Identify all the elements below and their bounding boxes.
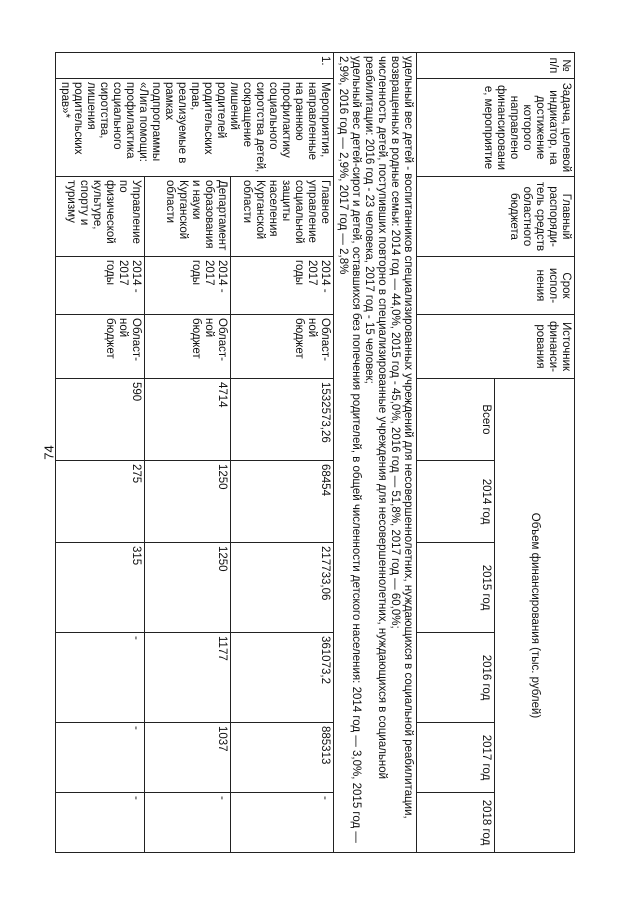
row-2014: 275	[56, 461, 145, 543]
row-term: 2014 - 2017 годы	[145, 257, 231, 315]
row-2015: 315	[56, 543, 145, 633]
row-2018: -	[145, 793, 231, 853]
header-funding: Объем финансирования (тыс. рублей)	[495, 379, 575, 853]
row-manager: Главное управление социальной защиты населения Курганской области	[230, 177, 333, 257]
row-manager: Управление по физической культуре, спорту и туризму	[56, 177, 145, 257]
header-source: Источник финанси-рования	[417, 315, 575, 379]
row-total: 4714	[145, 379, 231, 461]
row-2016: 1177	[145, 633, 231, 723]
header-task: Задача, целевой индикатор, на достижение которого направлено финансирование, мероприятие	[417, 79, 575, 177]
row-2017: -	[56, 723, 145, 793]
header-year-2015: 2015 год	[417, 543, 495, 633]
row-source: Област-ной бюджет	[145, 315, 231, 379]
header-manager: Главный распоряди-тель средств областного бюджета	[417, 177, 575, 257]
row-2015: 1250	[145, 543, 231, 633]
row-2017: 1037	[145, 723, 231, 793]
funding-table	[55, 52, 575, 853]
row-num: 1.	[56, 53, 334, 79]
indicator-text: удельный вес детей - воспитанников специализированных учреждений для несовершеннолетних, нуждающихся в социальной реабилитации, возвращенных в родные семьи: 2014 год — 44,0%, 2015 год - 45,0%, 2016 год — 51,8%, 2017 год — 60,0%;	[389, 56, 414, 819]
indicator-text: численность детей, поступивших повторно в специализированные учреждения для несовершеннолетних, нуждающихся в социальной реабилитации: 2016 год - 23 человека, 2017 год - 15 человек;	[363, 56, 388, 780]
row-2014: 1250	[145, 461, 231, 543]
row-term: 2014 - 2017 годы	[56, 257, 145, 315]
row-task: Мероприятия, направленные на раннюю профилактику социального сиротства детей, сокращение лишений родителей родительских прав, реализуемые в рамках подпрограммы «Лига помощи: профилактика социального сиротства, лишения родительских прав»*	[56, 79, 334, 177]
row-total: 1532573,26	[230, 379, 333, 461]
row-manager: Департамент образования и науки Курганской области	[145, 177, 231, 257]
rotated-table-container	[59, 52, 575, 852]
header-year-2017: 2017 год	[417, 723, 495, 793]
table-row	[230, 53, 333, 853]
row-2017: 885313	[230, 723, 333, 793]
row-2014: 68454	[230, 461, 333, 543]
header-num: № п/п	[417, 53, 575, 79]
row-source: Област-ной бюджет	[56, 315, 145, 379]
row-2018: -	[56, 793, 145, 853]
header-total: Всего	[417, 379, 495, 461]
header-term: Срок испол-нения	[417, 257, 575, 315]
row-term: 2014 - 2017 годы	[230, 257, 333, 315]
row-2015: 217733,06	[230, 543, 333, 633]
row-total: 590	[56, 379, 145, 461]
header-year-2014: 2014 год	[417, 461, 495, 543]
indicators-cell	[334, 53, 417, 853]
header-year-2018: 2018 год	[417, 793, 495, 853]
row-2016: -	[56, 633, 145, 723]
row-2018: -	[230, 793, 333, 853]
row-2016: 361073,2	[230, 633, 333, 723]
row-source: Област-ной бюджет	[230, 315, 333, 379]
indicator-text: удельный вес детей-сирот и детей, оставшихся без попечения родителей, в общей численности детского населения: 2014 год — 3,0%, 2015 год — 2,9%, 2016 год — 2,9%, 2017 год — 2,8%	[337, 56, 362, 843]
header-year-2016: 2016 год	[417, 633, 495, 723]
page-number: 74	[41, 445, 57, 460]
